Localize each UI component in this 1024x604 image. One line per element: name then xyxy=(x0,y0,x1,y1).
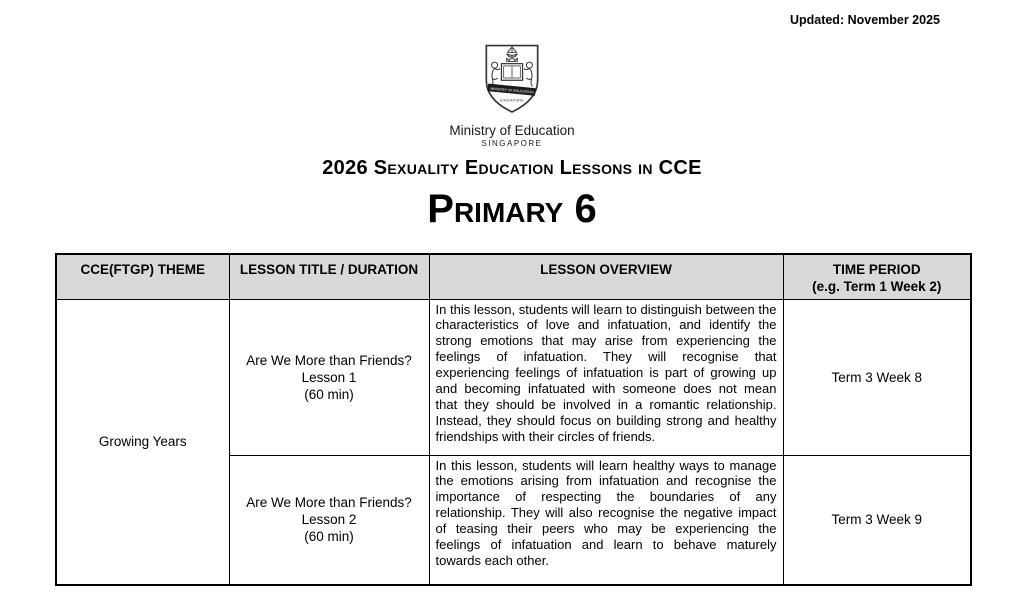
lesson-1-overview: In this lesson, students will learn to distinguish between the characteristics of love and infatuation, and identify the strong emotions that may arise from experiencing the feelings of infatuation. They will recognise that experiencing feelings of infatuation is part of growing up and becoming infatuated with someone does not mean that they should be involved in a romantic relationship. Instead, they should focus on building strong and healthy friendships with their circles of friends. xyxy=(429,299,783,455)
page-title: Primary 6 xyxy=(427,187,597,231)
lesson-1-duration: (60 min) xyxy=(304,386,354,402)
lesson-1-title-cell xyxy=(229,299,429,455)
updated-date-label: Updated: November 2025 xyxy=(789,13,940,27)
table-header-row xyxy=(56,254,971,299)
lesson-1-title: Are We More than Friends? xyxy=(246,352,412,368)
lesson-2-number: Lesson 2 xyxy=(301,512,357,528)
table-row-lesson-1 xyxy=(56,299,971,455)
theme-cell: Growing Years xyxy=(56,299,229,585)
lesson-1-time-period: Term 3 Week 8 xyxy=(783,299,971,455)
lesson-2-title-cell xyxy=(229,455,429,585)
document-subtitle: 2026 Sexuality Education Lessons in CCE xyxy=(322,157,702,179)
header-lesson-title: LESSON TITLE / DURATION xyxy=(229,254,429,299)
header-time-period-line2: (e.g. Term 1 Week 2) xyxy=(812,279,942,294)
lesson-1-number: Lesson 1 xyxy=(301,369,357,385)
org-country-label: SINGAPORE xyxy=(481,139,543,148)
lesson-2-title: Are We More than Friends? xyxy=(246,495,412,511)
lesson-2-duration: (60 min) xyxy=(304,529,354,545)
moe-crest-icon xyxy=(474,41,550,115)
org-name-label: Ministry of Education xyxy=(449,123,575,138)
lessons-table xyxy=(55,253,972,586)
header-time-period xyxy=(783,254,971,299)
lesson-2-overview: In this lesson, students will learn healthy ways to manage the emotions arising from infatuation and recognise the importance of respecting the boundaries of any relationship. They will also recognise the negative impact of teasing their peers who may be experiencing the feelings of infatuation and learn to behave maturely towards each other. xyxy=(429,455,783,585)
lesson-2-time-period: Term 3 Week 9 xyxy=(783,455,971,585)
header-theme: CCE(FTGP) THEME xyxy=(56,254,229,299)
header-overview: LESSON OVERVIEW xyxy=(429,254,783,299)
header-time-period-line1: TIME PERIOD xyxy=(832,262,921,277)
crest-banner-text: MINISTRY OF EDUCATION xyxy=(490,86,534,95)
crest-banner-subtext: SINGAPORE xyxy=(499,98,525,103)
moe-logo-block xyxy=(0,41,1024,148)
